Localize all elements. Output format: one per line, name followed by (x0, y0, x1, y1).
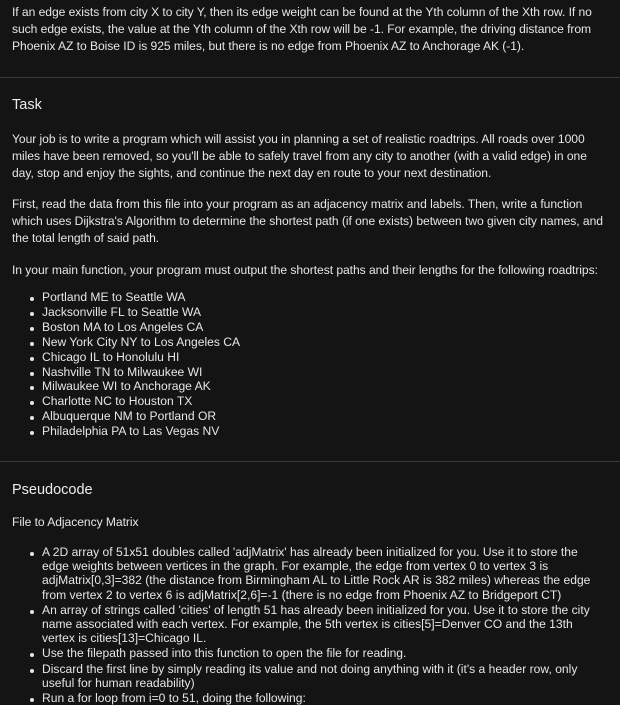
pseudocode-subheading: File to Adjacency Matrix (12, 515, 139, 529)
section-divider (0, 461, 620, 462)
intro-paragraph: If an edge exists from city X to city Y, then its edge weight can be found at the Yth column of the Xth row. If no such edge exists, the value at the Yth column of the Xth row will be -1. For example, the driving distance from Phoenix AZ to Boise ID is 925 miles, but there is no edge from Phoenix AZ to Anchorage AK (-1). (12, 5, 592, 53)
pseudocode-list (12, 545, 602, 705)
roadtrip-item: Philadelphia PA to Las Vegas NV (12, 424, 602, 439)
section-divider (0, 77, 620, 78)
roadtrip-list (12, 290, 602, 439)
roadtrip-item: Boston MA to Los Angeles CA (12, 320, 602, 335)
roadtrip-item: Charlotte NC to Houston TX (12, 394, 602, 409)
roadtrip-item: Jacksonville FL to Seattle WA (12, 305, 602, 320)
pseudocode-item: Discard the first line by simply reading its value and not doing anything with it (it's a header row, only useful for human readability) (12, 662, 602, 690)
task-paragraph-3: In your main function, your program must output the shortest paths and their lengths for the following roadtrips: (12, 263, 598, 277)
task-paragraph-1: Your job is to write a program which will assist you in planning a set of realistic roadtrips. All roads over 1000 miles have been removed, so you'll be able to safely travel from any city to another (with a valid edge) in one day, stop and enjoy the sights, and continue the next day en route to your next destination. (12, 132, 587, 180)
pseudocode-item: Run a for loop from i=0 to 51, doing the following: (12, 691, 602, 705)
roadtrip-item: Milwaukee WI to Anchorage AK (12, 379, 602, 394)
roadtrip-item: Portland ME to Seattle WA (12, 290, 602, 305)
pseudocode-item: Use the filepath passed into this function to open the file for reading. (12, 646, 602, 660)
roadtrip-item: Nashville TN to Milwaukee WI (12, 365, 602, 380)
task-paragraph-2: First, read the data from this file into your program as an adjacency matrix and labels. Then, write a function which uses Dijkstra's Algorithm to determine the shortest path (if one exists) between two given city names, and the total length of said path. (12, 197, 603, 245)
roadtrip-item: New York City NY to Los Angeles CA (12, 335, 602, 350)
task-heading: Task (12, 97, 42, 113)
pseudocode-item: A 2D array of 51x51 doubles called 'adjMatrix' has already been initialized for you. Use it to store the edge weights between vertices in the graph. For example, the edge from vertex 0 to vertex 3 is adjMatrix[0,3]=382 (the distance from Birmingham AL to Little Rock AR is 382 miles) whereas the edge from vertex 2 to vertex 6 is adjMatrix[2,6]=-1 (there is no edge from Phoenix AZ to Bridgeport CT) (12, 545, 602, 602)
pseudocode-item: An array of strings called 'cities' of length 51 has already been initialized for you. Use it to store the city name associated with each vertex. For example, the 5th vertex is cities[5]=Denver CO and the 13th vertex is cities[13]=Chicago IL. (12, 603, 602, 646)
roadtrip-item: Chicago IL to Honolulu HI (12, 350, 602, 365)
roadtrip-item: Albuquerque NM to Portland OR (12, 409, 602, 424)
pseudocode-heading: Pseudocode (12, 482, 93, 498)
